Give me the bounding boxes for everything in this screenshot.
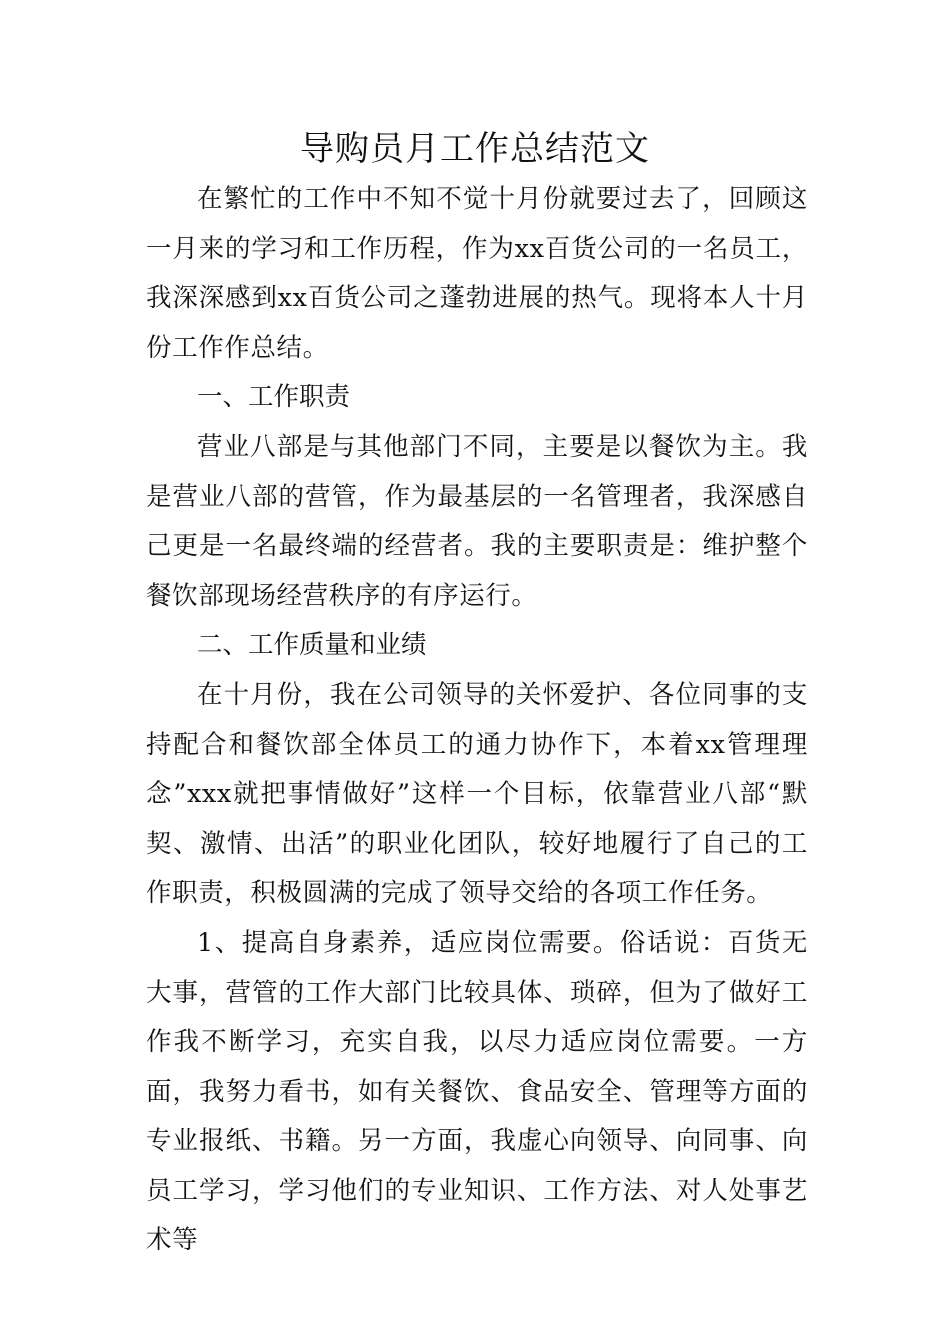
document-body — [146, 175, 808, 1266]
section-heading-performance: 二、工作质量和业绩 — [197, 630, 427, 661]
section-heading-duties: 一、工作职责 — [197, 382, 351, 413]
document-title: 导购员月工作总结范文 — [300, 129, 650, 169]
paragraph-intro: 在繁忙的工作中不知不觉十月份就要过去了，回顾这一月来的学习和工作历程，作为xx百货公司的一名员工，我深深感到xx百货公司之蓬勃进展的热气。现将本人十月份工作作总结。 — [146, 184, 808, 363]
paragraph-performance: 在十月份，我在公司领导的关怀爱护、各位同事的支持配合和餐饮部全体员工的通力协作下，本着xx管理理念”xxx就把事情做好”这样一个目标，依靠营业八部“默契、激情、出活”的职业化团队，较好地履行了自己的工作职责，积极圆满的完成了领导交给的各项工作任务。 — [146, 679, 808, 909]
paragraph-self-improvement: 1、提高自身素养，适应岗位需要。俗话说：百货无大事，营管的工作大部门比较具体、琐碎，但为了做好工作我不断学习，充实自我，以尽力适应岗位需要。一方面，我努力看书，如有关餐饮、食品安全、管理等方面的专业报纸、书籍。另一方面，我虚心向领导、向同事、向员工学习，学习他们的专业知识、工作方法、对人处事艺术等 — [146, 927, 808, 1256]
paragraph-duties: 营业八部是与其他部门不同，主要是以餐饮为主。我是营业八部的营管，作为最基层的一名管理者，我深感自己更是一名最终端的经营者。我的主要职责是：维护整个餐饮部现场经营秩序的有序运行。 — [146, 431, 808, 611]
